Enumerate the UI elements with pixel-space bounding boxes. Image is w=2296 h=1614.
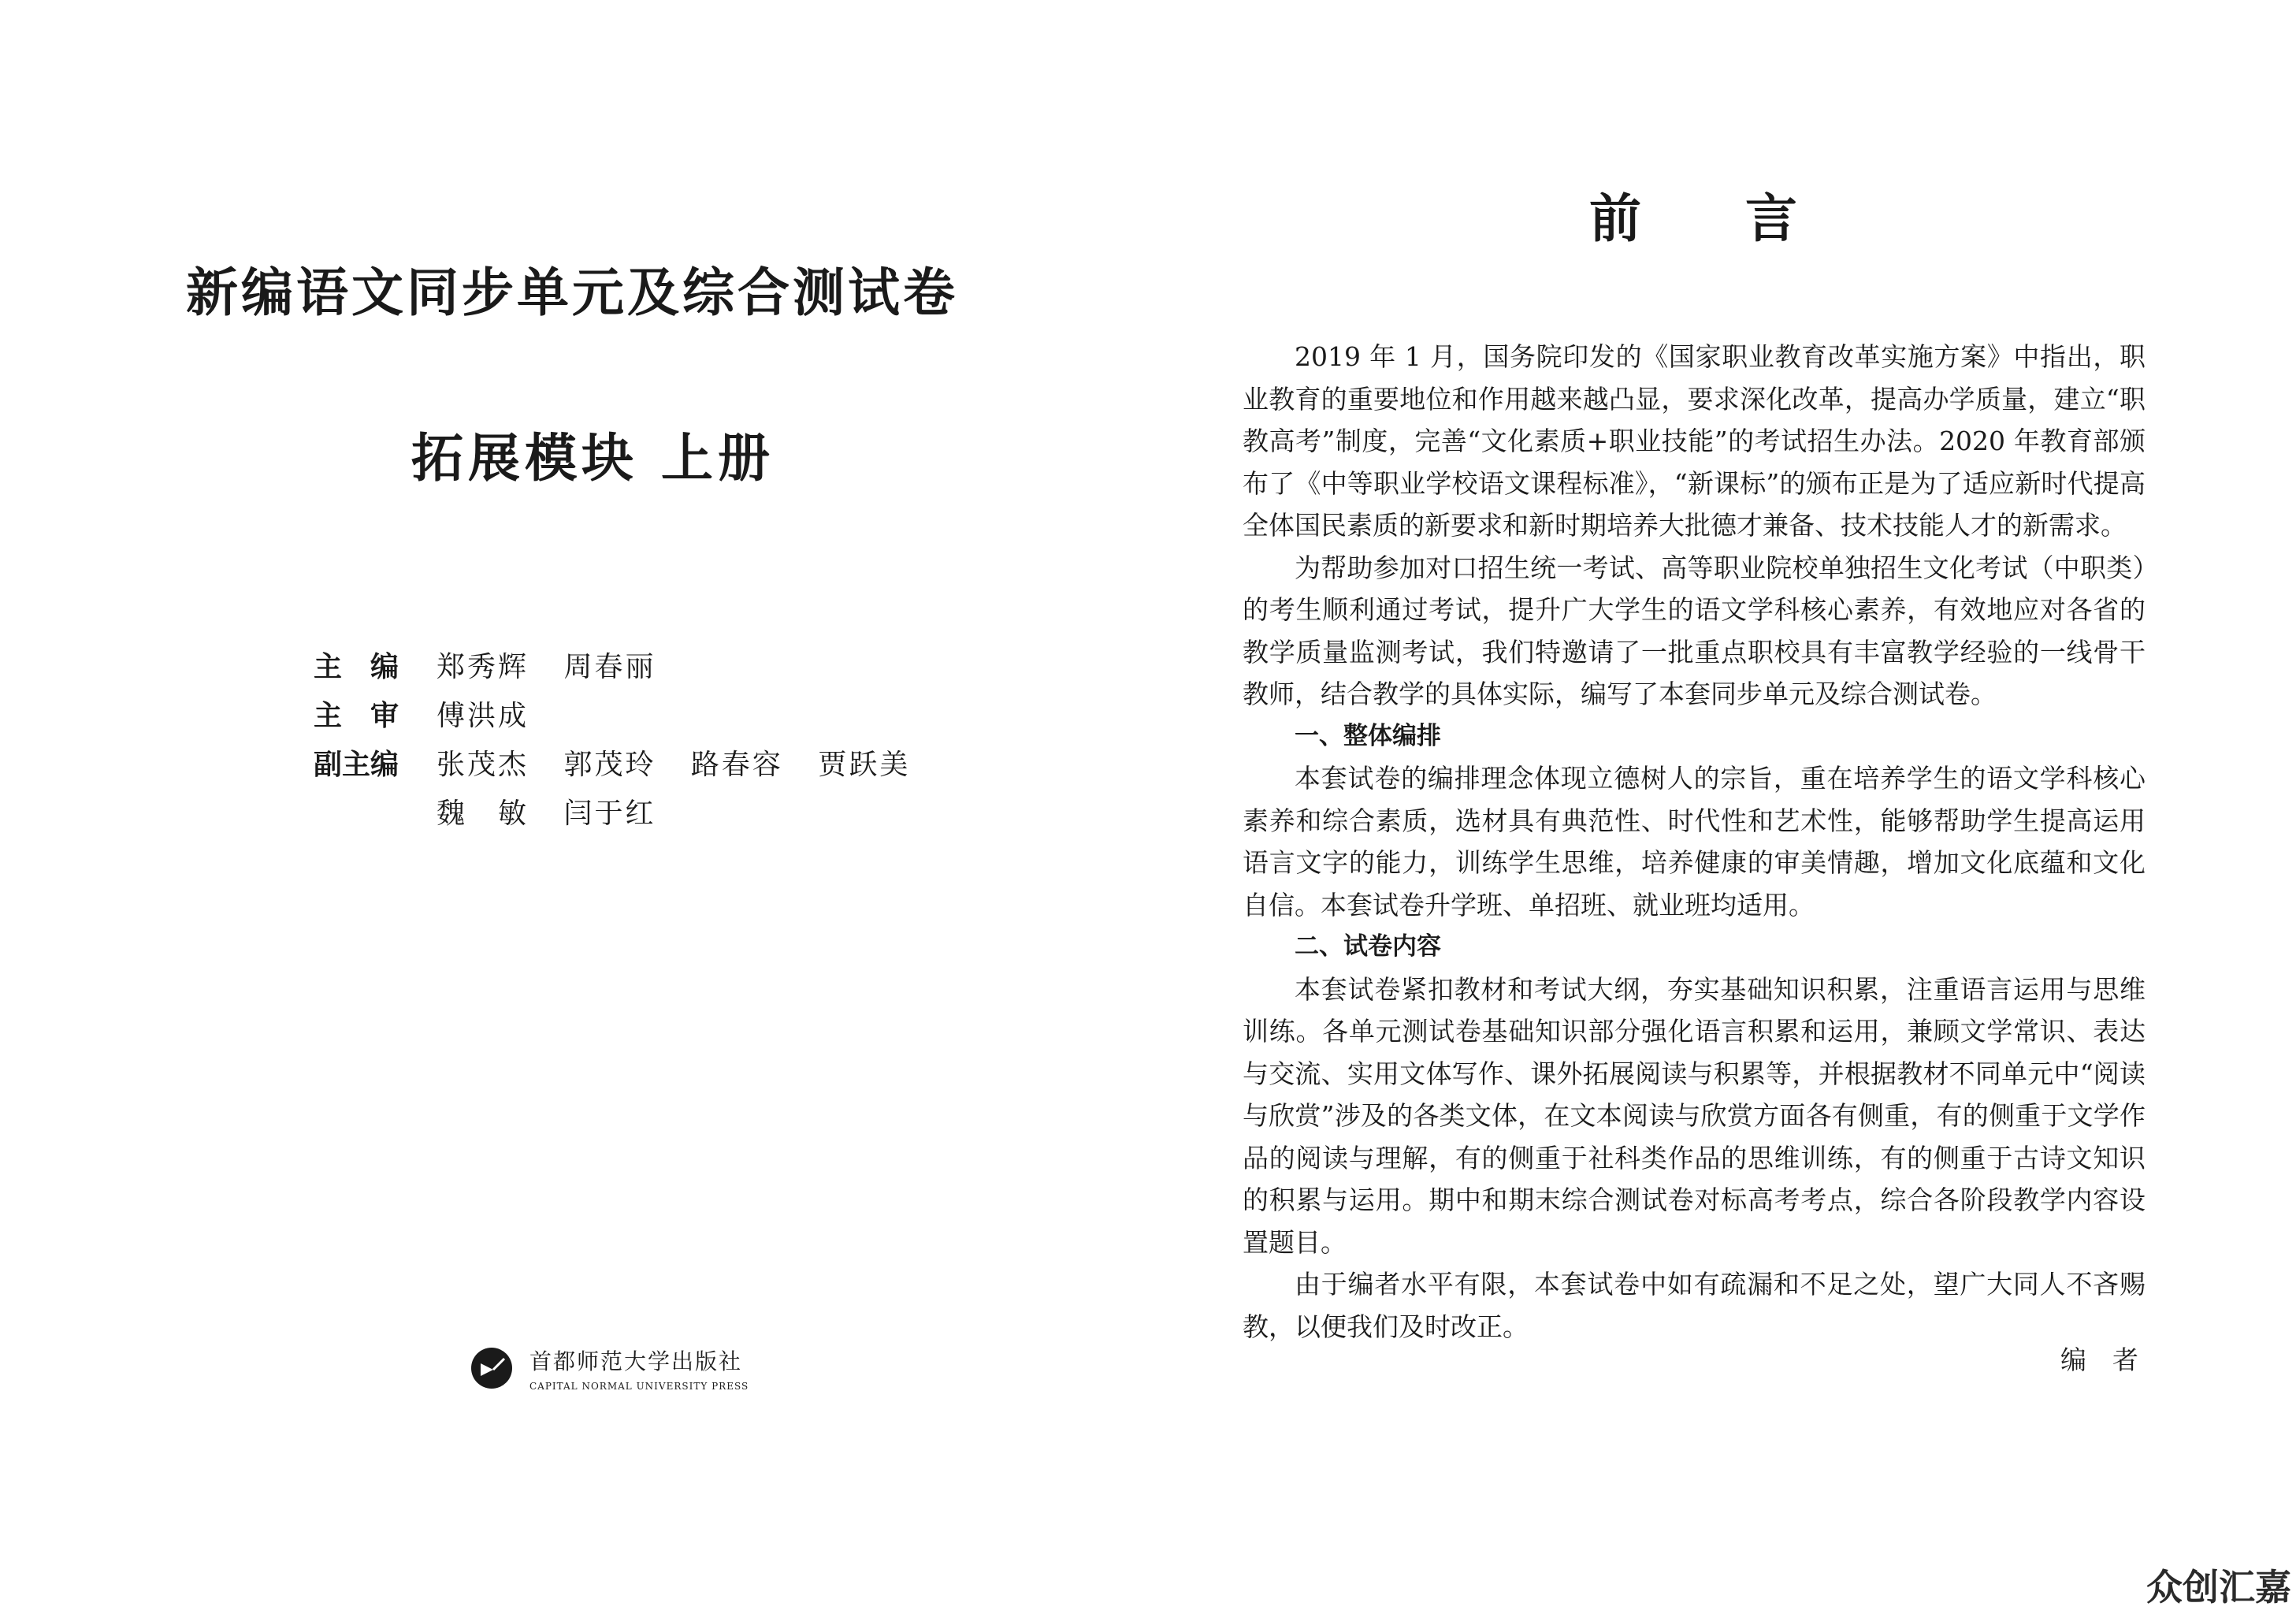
preface-paragraph: 2019 年 1 月，国务院印发的《国家职业教育改革实施方案》中指出，职业教育的重要地位和作用越来越凸显，要求深化改革，提高办学质量，建立“职教高考”制度，完善“文化素质+职业技能”的考试招生办法。2020 年教育部颁布了《中等职业学校语文课程标准》，“新课标”的颁布正是为了适应新时代提高全体国民素质的新要求和新时期培养大批德才兼备、技术技能人才的新需求。: [1243, 341, 2146, 541]
section-heading-content: 二、试卷内容: [1295, 932, 1441, 961]
credit-names: 张茂杰 郭茂玲 路春容 贾跃美: [437, 749, 911, 781]
credit-role: 主 审: [314, 700, 399, 732]
publisher-logo-icon: [470, 1346, 514, 1390]
credit-names: 傅洪成: [437, 700, 529, 732]
book-subtitle: 拓展模块 上册: [411, 428, 775, 489]
publisher-text: [529, 1344, 749, 1392]
credit-row-chief-editor: [314, 645, 910, 694]
publisher-name: 首都师范大学出版社: [529, 1348, 743, 1374]
preface-paragraph: 为帮助参加对口招生统一考试、高等职业院校单独招生文化考试（中职类）的考生顺利通过考试，提升广大学生的语文学科核心素养，有效地应对各省的教学质量监测考试，我们特邀请了一批重点职校具有丰富教学经验的一线骨干教师，结合教学的具体实际，编写了本套同步单元及综合测试卷。: [1243, 552, 2146, 709]
section-text-overall-layout: 本套试卷的编排理念体现立德树人的宗旨，重在培养学生的语文学科核心素养和综合素质，选材具有典范性、时代性和艺术性，能够帮助学生提高运用语言文字的能力，训练学生思维，培养健康的审美情趣，增加文化底蕴和文化自信。本套试卷升学班、单招班、就业班均适用。: [1243, 763, 2146, 920]
book-title: 新编语文同步单元及综合测试卷: [186, 262, 958, 323]
credit-role: 副主编: [314, 749, 399, 781]
credit-role: 主 编: [314, 651, 399, 683]
section-text-content: 本套试卷紧扣教材和考试大纲，夯实基础知识积累，注重语言运用与思维训练。各单元测试卷基础知识部分强化语言积累和运用，兼顾文学常识、表达与交流、实用文体写作、课外拓展阅读与积累等，并根据教材不同单元中“阅读与欣赏”涉及的各类文体，在文本阅读与欣赏方面各有侧重，有的侧重于文学作品的阅读与理解，有的侧重于社科类作品的思维训练，有的侧重于古诗文知识的积累与运用。期中和期末综合测试卷对标高考考点，综合各阶段教学内容设置题目。: [1243, 973, 2146, 1258]
preface-title: 前 言: [1589, 188, 1797, 249]
closing-paragraph: 由于编者水平有限，本套试卷中如有疏漏和不足之处，望广大同人不吝赐教，以便我们及时改正。: [1243, 1269, 2146, 1342]
credit-names: 郑秀辉 周春丽: [437, 651, 656, 683]
signature: 编 者: [2060, 1344, 2138, 1375]
publisher-name-en: CAPITAL NORMAL UNIVERSITY PRESS: [529, 1381, 749, 1392]
watermark: 众创汇嘉: [2146, 1566, 2291, 1608]
section-heading-overall-layout: 一、整体编排: [1295, 721, 1441, 750]
right-page: [1148, 0, 2296, 1614]
credit-row-deputy-editor-cont: [314, 791, 910, 840]
credits-list: [314, 645, 910, 840]
preface-body: [1243, 336, 2146, 1348]
credit-row-chief-reviewer: [314, 694, 910, 742]
credit-names: 魏 敏 闫于红: [437, 798, 656, 830]
publisher-block: [470, 1344, 749, 1392]
credit-row-deputy-editor: [314, 742, 910, 791]
